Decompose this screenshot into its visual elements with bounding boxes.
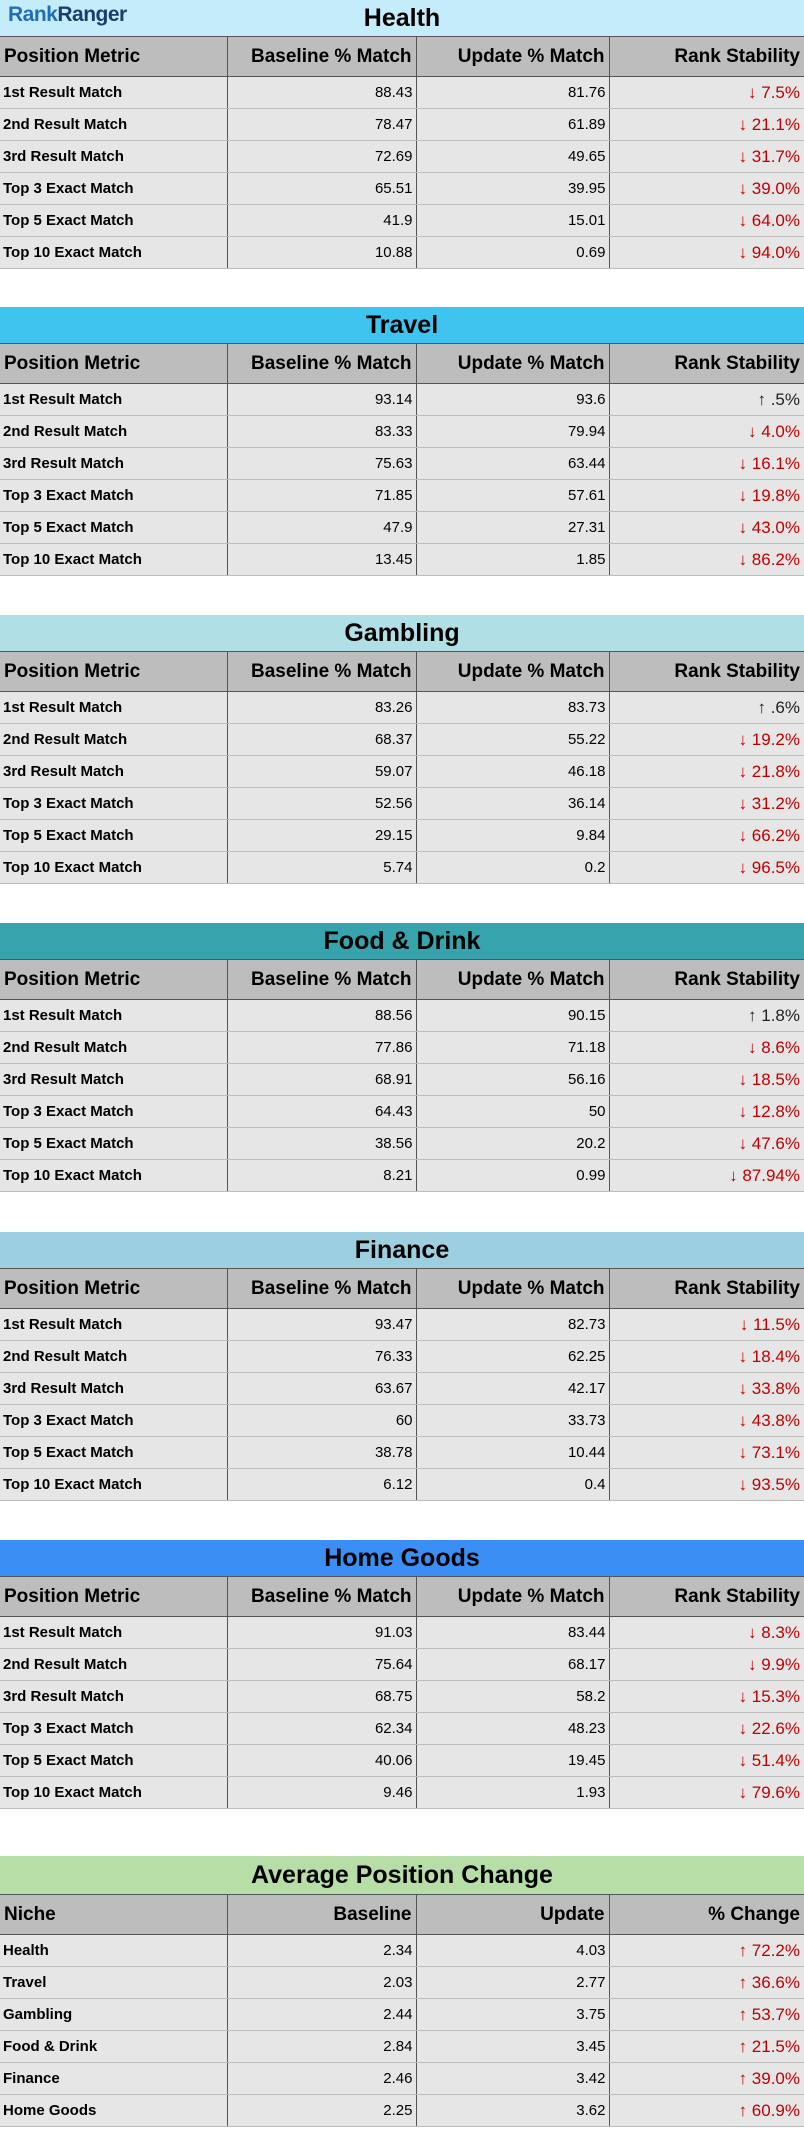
change-cell: ↑ 53.7% — [609, 1999, 804, 2031]
stability-cell: ↓ 15.3% — [609, 1681, 804, 1713]
update-cell: 0.99 — [416, 1160, 609, 1192]
metric-cell: 1st Result Match — [0, 384, 227, 416]
stability-cell: ↓ 11.5% — [609, 1309, 804, 1341]
baseline-cell: 6.12 — [227, 1469, 416, 1501]
metric-cell: 1st Result Match — [0, 692, 227, 724]
update-cell: 58.2 — [416, 1681, 609, 1713]
niche-title-bar — [0, 0, 804, 36]
table-row — [0, 1373, 804, 1405]
table-row — [0, 1000, 804, 1032]
stability-cell: ↓ 18.5% — [609, 1064, 804, 1096]
niche-title: Gambling — [344, 618, 460, 647]
update-cell: 1.93 — [416, 1777, 609, 1809]
metric-cell: Top 3 Exact Match — [0, 1096, 227, 1128]
baseline-cell: 78.47 — [227, 109, 416, 141]
metrics-table — [0, 1268, 804, 1501]
table-row — [0, 1341, 804, 1373]
baseline-cell: 10.88 — [227, 237, 416, 269]
table-row — [0, 1405, 804, 1437]
update-cell: 68.17 — [416, 1649, 609, 1681]
logo-text-rank: Rank — [8, 3, 58, 26]
table-row — [0, 1617, 804, 1649]
metric-cell: Top 5 Exact Match — [0, 820, 227, 852]
metric-cell: Top 10 Exact Match — [0, 1777, 227, 1809]
col-header-stability: Rank Stability — [609, 652, 804, 692]
stability-cell: ↓ 86.2% — [609, 544, 804, 576]
update-cell: 4.03 — [416, 1935, 609, 1967]
update-cell: 90.15 — [416, 1000, 609, 1032]
table-row — [0, 788, 804, 820]
update-cell: 20.2 — [416, 1128, 609, 1160]
col-header-stability: Rank Stability — [609, 344, 804, 384]
baseline-cell: 8.21 — [227, 1160, 416, 1192]
table-row — [0, 205, 804, 237]
baseline-cell: 41.9 — [227, 205, 416, 237]
col-header-update: Update % Match — [416, 1577, 609, 1617]
stability-cell: ↑ .6% — [609, 692, 804, 724]
metric-cell: 2nd Result Match — [0, 724, 227, 756]
col-header-stability: Rank Stability — [609, 37, 804, 77]
stability-cell: ↓ 96.5% — [609, 852, 804, 884]
niche-title: Travel — [365, 310, 439, 339]
table-row — [0, 1649, 804, 1681]
stability-cell: ↓ 9.9% — [609, 1649, 804, 1681]
metric-cell: Top 3 Exact Match — [0, 1405, 227, 1437]
table-row — [0, 448, 804, 480]
table-row — [0, 1032, 804, 1064]
update-cell: 0.4 — [416, 1469, 609, 1501]
metric-cell: 3rd Result Match — [0, 1373, 227, 1405]
stability-cell: ↓ 4.0% — [609, 416, 804, 448]
table-row — [0, 544, 804, 576]
header-row — [0, 37, 804, 77]
stability-cell: ↓ 43.0% — [609, 512, 804, 544]
table-row — [0, 724, 804, 756]
metrics-table — [0, 343, 804, 576]
niche-title-bar — [0, 923, 804, 959]
baseline-cell: 65.51 — [227, 173, 416, 205]
col-header-metric: Position Metric — [0, 1577, 227, 1617]
metrics-table — [0, 36, 804, 269]
stability-cell: ↓ 12.8% — [609, 1096, 804, 1128]
col-header-metric: Position Metric — [0, 37, 227, 77]
col-header-baseline: Baseline % Match — [227, 960, 416, 1000]
table-row — [0, 756, 804, 788]
table-row — [0, 512, 804, 544]
niche-cell: Gambling — [0, 1999, 227, 2031]
col-header-metric: Position Metric — [0, 1269, 227, 1309]
col-header-baseline: Baseline % Match — [227, 1577, 416, 1617]
table-row — [0, 1128, 804, 1160]
metric-cell: Top 5 Exact Match — [0, 1128, 227, 1160]
table-row — [0, 416, 804, 448]
stability-cell: ↑ 1.8% — [609, 1000, 804, 1032]
baseline-cell: 64.43 — [227, 1096, 416, 1128]
col-header-change: % Change — [609, 1895, 804, 1935]
update-cell: 42.17 — [416, 1373, 609, 1405]
niche-block-travel — [0, 307, 804, 576]
metric-cell: Top 3 Exact Match — [0, 480, 227, 512]
table-row — [0, 480, 804, 512]
metrics-table — [0, 651, 804, 884]
table-row — [0, 1096, 804, 1128]
table-row — [0, 384, 804, 416]
metric-cell: 1st Result Match — [0, 1000, 227, 1032]
metric-cell: 2nd Result Match — [0, 1341, 227, 1373]
metric-cell: Top 3 Exact Match — [0, 1713, 227, 1745]
update-cell: 49.65 — [416, 141, 609, 173]
update-cell: 1.85 — [416, 544, 609, 576]
niche-title-bar — [0, 307, 804, 343]
table-row — [0, 1713, 804, 1745]
table-row — [0, 1309, 804, 1341]
niche-title-bar — [0, 1540, 804, 1576]
baseline-cell: 77.86 — [227, 1032, 416, 1064]
table-row — [0, 1681, 804, 1713]
update-cell: 56.16 — [416, 1064, 609, 1096]
col-header-baseline: Baseline — [227, 1895, 416, 1935]
average-position-block — [0, 1856, 804, 2127]
stability-cell: ↓ 8.3% — [609, 1617, 804, 1649]
baseline-cell: 63.67 — [227, 1373, 416, 1405]
metric-cell: Top 5 Exact Match — [0, 512, 227, 544]
niche-block-health — [0, 0, 804, 269]
metric-cell: Top 10 Exact Match — [0, 544, 227, 576]
table-row — [0, 1745, 804, 1777]
col-header-baseline: Baseline % Match — [227, 652, 416, 692]
niche-cell: Finance — [0, 2063, 227, 2095]
table-row — [0, 1999, 804, 2031]
update-cell: 0.69 — [416, 237, 609, 269]
niche-block-food-drink — [0, 923, 804, 1192]
stability-cell: ↓ 93.5% — [609, 1469, 804, 1501]
table-row — [0, 1935, 804, 1967]
update-cell: 83.73 — [416, 692, 609, 724]
update-cell: 61.89 — [416, 109, 609, 141]
col-header-baseline: Baseline % Match — [227, 37, 416, 77]
metric-cell: Top 5 Exact Match — [0, 1437, 227, 1469]
table-row — [0, 141, 804, 173]
update-cell: 79.94 — [416, 416, 609, 448]
stability-cell: ↓ 66.2% — [609, 820, 804, 852]
update-cell: 27.31 — [416, 512, 609, 544]
update-cell: 83.44 — [416, 1617, 609, 1649]
update-cell: 93.6 — [416, 384, 609, 416]
update-cell: 19.45 — [416, 1745, 609, 1777]
baseline-cell: 88.56 — [227, 1000, 416, 1032]
col-header-metric: Position Metric — [0, 344, 227, 384]
col-header-update: Update % Match — [416, 960, 609, 1000]
baseline-cell: 2.03 — [227, 1967, 416, 1999]
stability-cell: ↓ 7.5% — [609, 77, 804, 109]
update-cell: 2.77 — [416, 1967, 609, 1999]
baseline-cell: 76.33 — [227, 1341, 416, 1373]
baseline-cell: 2.34 — [227, 1935, 416, 1967]
niche-block-home-goods — [0, 1540, 804, 1809]
baseline-cell: 72.69 — [227, 141, 416, 173]
update-cell: 3.45 — [416, 2031, 609, 2063]
change-cell: ↑ 39.0% — [609, 2063, 804, 2095]
baseline-cell: 93.14 — [227, 384, 416, 416]
stability-cell: ↓ 19.2% — [609, 724, 804, 756]
average-title: Average Position Change — [251, 1860, 553, 1889]
stability-cell: ↓ 51.4% — [609, 1745, 804, 1777]
col-header-stability: Rank Stability — [609, 1269, 804, 1309]
update-cell: 39.95 — [416, 173, 609, 205]
stability-cell: ↓ 94.0% — [609, 237, 804, 269]
header-row — [0, 960, 804, 1000]
col-header-metric: Position Metric — [0, 652, 227, 692]
niche-cell: Home Goods — [0, 2095, 227, 2127]
metric-cell: Top 10 Exact Match — [0, 852, 227, 884]
update-cell: 50 — [416, 1096, 609, 1128]
update-cell: 81.76 — [416, 77, 609, 109]
update-cell: 0.2 — [416, 852, 609, 884]
baseline-cell: 2.46 — [227, 2063, 416, 2095]
update-cell: 3.42 — [416, 2063, 609, 2095]
col-header-baseline: Baseline % Match — [227, 344, 416, 384]
table-row — [0, 77, 804, 109]
update-cell: 57.61 — [416, 480, 609, 512]
stability-cell: ↓ 33.8% — [609, 1373, 804, 1405]
baseline-cell: 71.85 — [227, 480, 416, 512]
average-title-bar — [0, 1856, 804, 1894]
baseline-cell: 13.45 — [227, 544, 416, 576]
stability-cell: ↓ 31.7% — [609, 141, 804, 173]
baseline-cell: 2.44 — [227, 1999, 416, 2031]
baseline-cell: 88.43 — [227, 77, 416, 109]
baseline-cell: 59.07 — [227, 756, 416, 788]
baseline-cell: 68.91 — [227, 1064, 416, 1096]
table-row — [0, 1437, 804, 1469]
update-cell: 48.23 — [416, 1713, 609, 1745]
niche-block-finance — [0, 1232, 804, 1501]
metric-cell: 2nd Result Match — [0, 1649, 227, 1681]
baseline-cell: 68.37 — [227, 724, 416, 756]
baseline-cell: 9.46 — [227, 1777, 416, 1809]
stability-cell: ↑ .5% — [609, 384, 804, 416]
col-header-update: Update % Match — [416, 652, 609, 692]
baseline-cell: 2.84 — [227, 2031, 416, 2063]
stability-cell: ↓ 64.0% — [609, 205, 804, 237]
table-row — [0, 1777, 804, 1809]
stability-cell: ↓ 21.8% — [609, 756, 804, 788]
metric-cell: Top 10 Exact Match — [0, 1469, 227, 1501]
update-cell: 71.18 — [416, 1032, 609, 1064]
update-cell: 10.44 — [416, 1437, 609, 1469]
update-cell: 3.75 — [416, 1999, 609, 2031]
baseline-cell: 40.06 — [227, 1745, 416, 1777]
stability-cell: ↓ 22.6% — [609, 1713, 804, 1745]
metric-cell: 3rd Result Match — [0, 1064, 227, 1096]
average-table — [0, 1894, 804, 2127]
col-header-update: Update % Match — [416, 1269, 609, 1309]
baseline-cell: 5.74 — [227, 852, 416, 884]
update-cell: 9.84 — [416, 820, 609, 852]
baseline-cell: 52.56 — [227, 788, 416, 820]
update-cell: 55.22 — [416, 724, 609, 756]
stability-cell: ↓ 21.1% — [609, 109, 804, 141]
stability-cell: ↓ 18.4% — [609, 1341, 804, 1373]
stability-cell: ↓ 39.0% — [609, 173, 804, 205]
table-row — [0, 852, 804, 884]
col-header-stability: Rank Stability — [609, 1577, 804, 1617]
header-row — [0, 1577, 804, 1617]
baseline-cell: 75.63 — [227, 448, 416, 480]
metric-cell: Top 5 Exact Match — [0, 205, 227, 237]
stability-cell: ↓ 87.94% — [609, 1160, 804, 1192]
niche-title: Finance — [354, 1235, 450, 1264]
baseline-cell: 93.47 — [227, 1309, 416, 1341]
baseline-cell: 2.25 — [227, 2095, 416, 2127]
metric-cell: 1st Result Match — [0, 1309, 227, 1341]
niche-cell: Food & Drink — [0, 2031, 227, 2063]
table-row — [0, 692, 804, 724]
update-cell: 15.01 — [416, 205, 609, 237]
baseline-cell: 83.26 — [227, 692, 416, 724]
update-cell: 3.62 — [416, 2095, 609, 2127]
metrics-table — [0, 959, 804, 1192]
baseline-cell: 38.78 — [227, 1437, 416, 1469]
table-row — [0, 237, 804, 269]
update-cell: 33.73 — [416, 1405, 609, 1437]
col-header-metric: Position Metric — [0, 960, 227, 1000]
header-row — [0, 1269, 804, 1309]
metric-cell: Top 10 Exact Match — [0, 1160, 227, 1192]
niche-title: Home Goods — [324, 1543, 480, 1572]
metric-cell: Top 5 Exact Match — [0, 1745, 227, 1777]
header-row — [0, 1895, 804, 1935]
table-row — [0, 820, 804, 852]
header-row — [0, 652, 804, 692]
update-cell: 82.73 — [416, 1309, 609, 1341]
stability-cell: ↓ 79.6% — [609, 1777, 804, 1809]
logo-text-ranger: Ranger — [57, 3, 127, 26]
metric-cell: 1st Result Match — [0, 1617, 227, 1649]
stability-cell: ↓ 19.8% — [609, 480, 804, 512]
update-cell: 36.14 — [416, 788, 609, 820]
stability-cell: ↓ 73.1% — [609, 1437, 804, 1469]
change-cell: ↑ 21.5% — [609, 2031, 804, 2063]
baseline-cell: 83.33 — [227, 416, 416, 448]
table-row — [0, 1064, 804, 1096]
metric-cell: 3rd Result Match — [0, 756, 227, 788]
change-cell: ↑ 60.9% — [609, 2095, 804, 2127]
baseline-cell: 38.56 — [227, 1128, 416, 1160]
rankranger-logo — [8, 3, 127, 27]
change-cell: ↑ 72.2% — [609, 1935, 804, 1967]
baseline-cell: 29.15 — [227, 820, 416, 852]
col-header-update: Update — [416, 1895, 609, 1935]
table-row — [0, 173, 804, 205]
update-cell: 63.44 — [416, 448, 609, 480]
table-row — [0, 2031, 804, 2063]
table-row — [0, 1469, 804, 1501]
niche-cell: Health — [0, 1935, 227, 1967]
table-row — [0, 2063, 804, 2095]
metric-cell: 2nd Result Match — [0, 416, 227, 448]
table-row — [0, 1160, 804, 1192]
table-row — [0, 1967, 804, 1999]
niche-title-bar — [0, 1232, 804, 1268]
metric-cell: 2nd Result Match — [0, 1032, 227, 1064]
baseline-cell: 60 — [227, 1405, 416, 1437]
metric-cell: Top 3 Exact Match — [0, 173, 227, 205]
update-cell: 62.25 — [416, 1341, 609, 1373]
col-header-baseline: Baseline % Match — [227, 1269, 416, 1309]
baseline-cell: 75.64 — [227, 1649, 416, 1681]
metrics-table — [0, 1576, 804, 1809]
col-header-update: Update % Match — [416, 344, 609, 384]
niche-title: Food & Drink — [323, 926, 481, 955]
niche-cell: Travel — [0, 1967, 227, 1999]
stability-cell: ↓ 16.1% — [609, 448, 804, 480]
metric-cell: 3rd Result Match — [0, 1681, 227, 1713]
metric-cell: 3rd Result Match — [0, 141, 227, 173]
header-row — [0, 344, 804, 384]
col-header-niche: Niche — [0, 1895, 227, 1935]
stability-cell: ↓ 43.8% — [609, 1405, 804, 1437]
niche-title-bar — [0, 615, 804, 651]
niche-title: Health — [363, 3, 441, 32]
metric-cell: 2nd Result Match — [0, 109, 227, 141]
niche-block-gambling — [0, 615, 804, 884]
baseline-cell: 68.75 — [227, 1681, 416, 1713]
baseline-cell: 47.9 — [227, 512, 416, 544]
stability-cell: ↓ 31.2% — [609, 788, 804, 820]
change-cell: ↑ 36.6% — [609, 1967, 804, 1999]
table-row — [0, 109, 804, 141]
col-header-stability: Rank Stability — [609, 960, 804, 1000]
metric-cell: 1st Result Match — [0, 77, 227, 109]
baseline-cell: 91.03 — [227, 1617, 416, 1649]
update-cell: 46.18 — [416, 756, 609, 788]
table-row — [0, 2095, 804, 2127]
baseline-cell: 62.34 — [227, 1713, 416, 1745]
stability-cell: ↓ 47.6% — [609, 1128, 804, 1160]
metric-cell: Top 3 Exact Match — [0, 788, 227, 820]
col-header-update: Update % Match — [416, 37, 609, 77]
metric-cell: 3rd Result Match — [0, 448, 227, 480]
stability-cell: ↓ 8.6% — [609, 1032, 804, 1064]
metric-cell: Top 10 Exact Match — [0, 237, 227, 269]
